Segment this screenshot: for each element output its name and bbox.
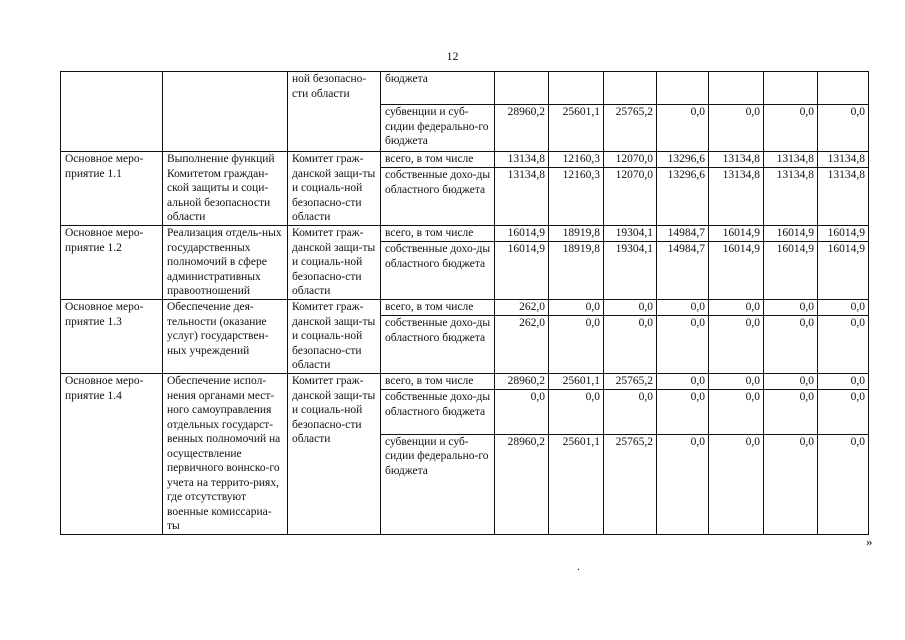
table-row xyxy=(61,226,869,242)
value-cell: 13296,6 xyxy=(657,152,709,168)
value-cell: 0,0 xyxy=(709,374,764,390)
bottom-dot-mark: . xyxy=(577,561,580,573)
value-cell: 25601,1 xyxy=(549,434,604,534)
value-cell: 0,0 xyxy=(549,316,604,374)
measure-code-cell: Основное меро-приятие 1.3 xyxy=(61,300,163,374)
value-cell: 0,0 xyxy=(709,105,764,152)
value-cell: 25601,1 xyxy=(549,105,604,152)
value-cell: 19304,1 xyxy=(604,242,657,300)
budget-table xyxy=(60,71,869,535)
value-cell: 0,0 xyxy=(657,374,709,390)
source-cell: всего, в том числе xyxy=(381,226,495,242)
value-cell: 16014,9 xyxy=(764,242,818,300)
value-cell: 262,0 xyxy=(495,316,549,374)
page-number: 12 xyxy=(446,49,459,63)
value-cell: 28960,2 xyxy=(495,434,549,534)
measure-code-cell: Основное меро-приятие 1.1 xyxy=(61,152,163,226)
value-cell: 0,0 xyxy=(604,300,657,316)
value-cell: 0,0 xyxy=(709,316,764,374)
value-cell: 12160,3 xyxy=(549,168,604,226)
value-cell xyxy=(495,72,549,105)
measure-name-cell: Выполнение функций Комитетом граждан-ской защиты и соци-альной безопасности области xyxy=(163,152,288,226)
executor-cell: Комитет граж-данской защи-ты и социаль-ной безопасно-сти области xyxy=(288,152,381,226)
code-cell xyxy=(61,72,163,152)
value-cell: 12160,3 xyxy=(549,152,604,168)
value-cell: 28960,2 xyxy=(495,105,549,152)
value-cell: 0,0 xyxy=(764,390,818,435)
value-cell: 0,0 xyxy=(657,300,709,316)
value-cell: 0,0 xyxy=(657,434,709,534)
value-cell: 0,0 xyxy=(818,374,869,390)
value-cell: 13134,8 xyxy=(764,168,818,226)
value-cell xyxy=(764,72,818,105)
source-cell: собственные дохо-ды областного бюджета xyxy=(381,316,495,374)
closing-quote-mark: » xyxy=(866,534,873,549)
value-cell: 13134,8 xyxy=(818,152,869,168)
value-cell: 0,0 xyxy=(764,300,818,316)
value-cell xyxy=(709,72,764,105)
source-cell: всего, в том числе xyxy=(381,300,495,316)
executor-cell: ной безопасно-сти области xyxy=(288,72,381,152)
measure-code-cell: Основное меро-приятие 1.2 xyxy=(61,226,163,300)
value-cell: 16014,9 xyxy=(818,242,869,300)
source-cell: собственные дохо-ды областного бюджета xyxy=(381,242,495,300)
value-cell: 0,0 xyxy=(604,316,657,374)
value-cell: 13134,8 xyxy=(818,168,869,226)
table-row xyxy=(61,300,869,316)
value-cell: 13134,8 xyxy=(495,168,549,226)
value-cell: 25765,2 xyxy=(604,374,657,390)
value-cell: 12070,0 xyxy=(604,168,657,226)
value-cell: 14984,7 xyxy=(657,226,709,242)
table-row xyxy=(61,152,869,168)
value-cell: 0,0 xyxy=(495,390,549,435)
source-cell: субвенции и суб-сидии федерально-го бюджета xyxy=(381,105,495,152)
value-cell: 14984,7 xyxy=(657,242,709,300)
value-cell xyxy=(818,72,869,105)
value-cell: 12070,0 xyxy=(604,152,657,168)
value-cell: 16014,9 xyxy=(709,242,764,300)
value-cell: 0,0 xyxy=(657,105,709,152)
value-cell: 262,0 xyxy=(495,300,549,316)
value-cell: 16014,9 xyxy=(495,242,549,300)
value-cell: 13134,8 xyxy=(709,152,764,168)
source-cell: субвенции и суб-сидии федерально-го бюджета xyxy=(381,434,495,534)
value-cell: 0,0 xyxy=(709,300,764,316)
value-cell xyxy=(657,72,709,105)
value-cell: 0,0 xyxy=(818,105,869,152)
value-cell: 25765,2 xyxy=(604,105,657,152)
value-cell: 13134,8 xyxy=(764,152,818,168)
measure-name-cell: Обеспечение дея-тельности (оказание услуг) государствен-ных учреждений xyxy=(163,300,288,374)
value-cell: 13296,6 xyxy=(657,168,709,226)
value-cell: 0,0 xyxy=(818,316,869,374)
value-cell: 16014,9 xyxy=(709,226,764,242)
value-cell: 0,0 xyxy=(818,300,869,316)
value-cell: 0,0 xyxy=(709,434,764,534)
value-cell: 0,0 xyxy=(549,390,604,435)
value-cell: 16014,9 xyxy=(764,226,818,242)
value-cell: 25601,1 xyxy=(549,374,604,390)
measure-name-cell: Реализация отдель-ных государственных полномочий в сфере административных правоотношений xyxy=(163,226,288,300)
value-cell: 28960,2 xyxy=(495,374,549,390)
value-cell: 16014,9 xyxy=(818,226,869,242)
value-cell: 0,0 xyxy=(709,390,764,435)
name-cell xyxy=(163,72,288,152)
value-cell xyxy=(549,72,604,105)
executor-cell: Комитет граж-данской защи-ты и социаль-ной безопасно-сти области xyxy=(288,374,381,535)
table-body xyxy=(61,72,869,535)
value-cell: 13134,8 xyxy=(709,168,764,226)
measure-name-cell: Обеспечение испол-нения органами мест-ного самоуправления отдельных государст-венных полномочий на осуществление первичного воинско-го учета на террито-риях, где отсутствуют военные комиссариа-ты xyxy=(163,374,288,535)
value-cell: 16014,9 xyxy=(495,226,549,242)
source-cell: собственные дохо-ды областного бюджета xyxy=(381,390,495,435)
table-row xyxy=(61,374,869,390)
value-cell xyxy=(604,72,657,105)
value-cell: 0,0 xyxy=(764,374,818,390)
source-cell: всего, в том числе xyxy=(381,374,495,390)
value-cell: 18919,8 xyxy=(549,226,604,242)
value-cell: 19304,1 xyxy=(604,226,657,242)
value-cell: 0,0 xyxy=(764,434,818,534)
value-cell: 0,0 xyxy=(604,390,657,435)
source-cell: всего, в том числе xyxy=(381,152,495,168)
value-cell: 0,0 xyxy=(657,316,709,374)
value-cell: 0,0 xyxy=(549,300,604,316)
measure-code-cell: Основное меро-приятие 1.4 xyxy=(61,374,163,535)
value-cell: 0,0 xyxy=(657,390,709,435)
executor-cell: Комитет граж-данской защи-ты и социаль-ной безопасно-сти области xyxy=(288,226,381,300)
executor-cell: Комитет граж-данской защи-ты и социаль-ной безопасно-сти области xyxy=(288,300,381,374)
value-cell: 13134,8 xyxy=(495,152,549,168)
value-cell: 25765,2 xyxy=(604,434,657,534)
value-cell: 0,0 xyxy=(764,105,818,152)
source-cell: собственные дохо-ды областного бюджета xyxy=(381,168,495,226)
table-row xyxy=(61,72,869,105)
source-cell: бюджета xyxy=(381,72,495,105)
value-cell: 0,0 xyxy=(818,390,869,435)
value-cell: 0,0 xyxy=(818,434,869,534)
value-cell: 0,0 xyxy=(764,316,818,374)
value-cell: 18919,8 xyxy=(549,242,604,300)
